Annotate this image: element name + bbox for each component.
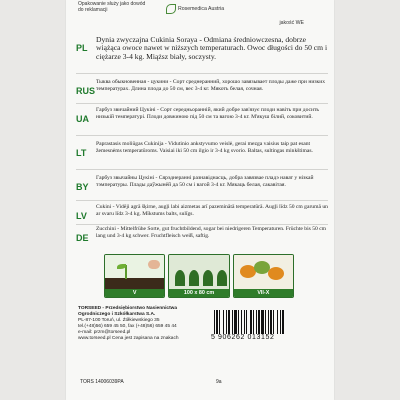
divider [76, 73, 328, 74]
cert-text: Rosemedica Austria [178, 6, 225, 12]
lang-lv [76, 204, 328, 221]
warranty-note: Opakowanie służy jako dowód do reklamacji [78, 1, 146, 13]
lot-code: 9a [216, 379, 222, 385]
lang-code: DE [76, 233, 89, 243]
company-phone: tel.(+48)56) 659 45 50, fax (+48)56) 659 45 44 [78, 324, 177, 329]
spacing-panel [168, 254, 229, 298]
lang-lt [76, 141, 328, 158]
divider [76, 169, 328, 170]
lang-by [76, 175, 328, 192]
harvest-icon [234, 255, 293, 289]
sowing-label: V [105, 289, 164, 297]
divider [76, 103, 328, 104]
divider [76, 224, 328, 225]
lang-text: Zucchini - Mittelfrühe Sorte, gut fruchtbildend, sogar bei niedrigeren Temperaturen. Früchte bis 50 cm lang und 3-4 kg schwer. Fruchtfleisch weiß, saftig. [96, 226, 327, 239]
spacing-label: 100 x 80 cm [169, 289, 228, 297]
harvest-label: VII-X [234, 289, 293, 297]
leaf-icon [166, 4, 176, 14]
barcode-digits: 5 906262 013152 [211, 334, 275, 341]
lang-ua [76, 107, 328, 124]
lang-text: Гарбуз звичайний Цукіні - Сорт середньоранній, який добре зав'язує плоди навіть при досить низькій температурі. Плоди довжиною під 50 см та вагою 3-4 кг. М'якуш білий, соковитий. [96, 107, 319, 120]
lang-code: LV [76, 211, 87, 221]
cert-label [166, 4, 224, 14]
lang-rus [76, 79, 328, 96]
lang-text: Cukini - Vidēji agrā šķirne, augļi labi aizmetas arī pazeminātā temperatūrā. Augļi līdz 50 cm garumā un ar svaru līdz 3-4 kg. Mīkstums balts, sulīgs. [96, 204, 328, 217]
lot-number: TORS 14006039PA [80, 379, 124, 385]
spacing-icon [169, 255, 228, 289]
divider [76, 200, 328, 201]
barcode-bar [284, 310, 285, 334]
lang-text: Paprastasis moliūgas Cukinija - Vidutinio ankstyvumo veislė, gerai mezga vaisius taip pat esant žemesnėms temperatūroms. Vaisiai iki 50 cm ilgio ir 3-4 kg svorio. Baltas, sultingas minkštimas. [96, 141, 313, 154]
company-name-2: Ogrodniczego i Szkółkarstwa S.A. [78, 312, 156, 317]
sowing-panel [104, 254, 165, 298]
lang-code: RUS [76, 86, 96, 96]
lang-text: Тыква обыкновенная - цукини - Сорт среднеранний, хорошо завязывает плоды даже при низких температурах. Длина плода до 50 см, вес 3-4 кг. Мякоть белая, сочная. [96, 79, 326, 92]
cultivation-icons [104, 254, 294, 298]
lang-text: Dynia zwyczajna Cukinia Soraya - Odmiana średniowczesna, dobrze wiążąca owoce nawet w niższych temperaturach. Owoc długości do 50 cm i ciężarze 3-4 kg. Miąższ biały, soczysty. [96, 35, 328, 61]
lang-pl [76, 36, 328, 61]
sowing-icon [105, 255, 164, 289]
company-web: www.torseed.pl Cena jest zapisana na znakach [78, 336, 179, 341]
divider [76, 135, 328, 136]
lang-de [76, 226, 328, 243]
quality-mark: jakość WE [279, 20, 304, 26]
company-email: e-mail: przm@torseed.pl [78, 330, 131, 335]
company-name-1: TORSEED - Przedsiębiorstwo Nasiennictwa [78, 306, 178, 311]
lang-text: Гарбуз звычайны Цукіні - Сярэднераннi разнавiднасць, добра завязвае пладэ нават у нізкай тэмпературы. Плады даўжынёй да 50 см і вагой 3-4 кг. Мякаць белая, сакавітая. [96, 175, 314, 188]
lang-code: PL [76, 43, 88, 53]
harvest-panel [233, 254, 294, 298]
company-info [78, 306, 208, 342]
lang-code: BY [76, 182, 89, 192]
seed-packet [66, 0, 334, 400]
lang-code: LT [76, 148, 87, 158]
lang-code: UA [76, 114, 89, 124]
company-address: PL-87-100 Toruń, ul. Żółkiewskiego 35 [78, 318, 160, 323]
